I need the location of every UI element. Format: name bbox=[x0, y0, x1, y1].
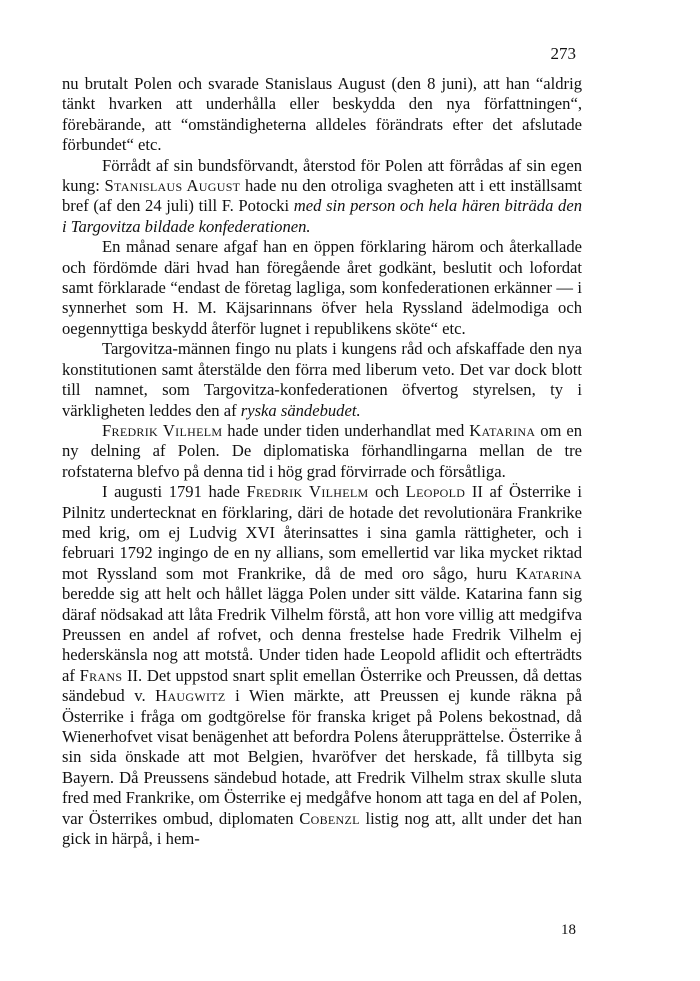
paragraph-2-text-b: hade nu den otroliga svagheten att i ett inställsamt bref (af den 24 juli) till F. Potocki bbox=[62, 176, 583, 216]
name-katarina: Katarina bbox=[469, 420, 536, 440]
paragraph-1 bbox=[62, 74, 582, 156]
paragraph-5-text-b: om en ny delning af Polen. De diplomatiska förhandlingarna mellan de tre rofstaterna blefvo på denna tid i hög grad förvirrade och försåtliga. bbox=[62, 420, 582, 481]
paragraph-2-text-a: Förrådt af sin bundsförvandt, återstod för Polen att förrådas af sin egen kung: bbox=[62, 155, 582, 196]
paragraph-5-text-a: hade under tiden underhandlat med bbox=[222, 420, 470, 440]
paragraph-3-text: En månad senare afgaf han en öppen förklaring härom och återkallade och fördömde däri hvad han föregående året godkänt, beslutit och lofordat samt förklarade “endast de företag lagliga, som konfederationen erkänner — i synnerhet som H. M. Käjsarinnans öfver hela Ryssland ädelmodiga och oegennyttiga beskydd återför lugnet i republikens sköte“ etc. bbox=[62, 237, 582, 338]
paragraph-4 bbox=[62, 339, 582, 421]
paragraph-3 bbox=[62, 237, 582, 339]
paragraph-5 bbox=[62, 421, 582, 482]
paragraph-4-text: Targovitza-männen fingo nu plats i kungens råd och afskaffade den nya konstitutionen samt återstälde den förra med liberum veto. Det var dock blott till namnet, som Targovitza-konfederationen öfvertog styrelsen, ty i värkligheten leddes den af bbox=[62, 339, 582, 420]
paragraph-6-text-c: II af Österrike i Pilnitz undertecknat en förklaring, däri de hotade det revolutionära Frankrike med krig, om ej Ludvig XVI återinsattes i sina gamla rättigheter, och i februari 1792 ingingo de en ny allians, som emellertid var lika mycket riktad mot Ryssland som mot Frankrike, då de med oro sågo, huru bbox=[62, 482, 582, 583]
paragraph-2-italic: med sin person och hela hären biträda den i Targovitza bildade konfederationen. bbox=[62, 196, 583, 236]
name-frans: Frans bbox=[79, 665, 123, 685]
name-haugwitz: Haugwitz bbox=[155, 686, 226, 706]
paragraph-6 bbox=[62, 482, 582, 849]
paragraph-6-text-a: I augusti 1791 hade bbox=[102, 482, 247, 502]
paragraph-6-text-b: och bbox=[368, 482, 406, 502]
name-fredrik-vilhelm: Fredrik Vilhelm bbox=[102, 420, 223, 440]
paragraph-4-italic: ryska sändebudet. bbox=[240, 400, 361, 420]
paragraph-1-text: nu brutalt Polen och svarade Stanislaus August (den 8 juni), att han “aldrig tänkt hvarken att underhålla eller beskydda den nya författningen“, förebärande, att “omständigheterna alldeles förändrats efter det afslutade förbundet“ etc. bbox=[62, 74, 582, 155]
signature-mark: 18 bbox=[561, 922, 576, 938]
body-text bbox=[62, 74, 582, 849]
name-katarina: Katarina bbox=[515, 563, 582, 583]
paragraph-6-text-f: i Wien märkte, att Preussen ej kunde räkna på Österrike i fråga om godtgörelse för franska kriget på Polens bekostnad, då Wienerhofvet visat benägenhet att befordra Polens återupprättelse. Österrike å sin sida önskade att mot Belgien, hvaröfver det herskade, få tillbyta sig Bayern. Då Preussens sändebud hotade, att Fredrik Vilhelm strax skulle sluta fred med Frankrike, om Österrike ej medgåfve honom att taga en del af Polen, var Österrikes ombud, diplomaten bbox=[62, 686, 582, 828]
name-cobenzl: Cobenzl bbox=[299, 808, 360, 828]
paragraph-6-text-d: beredde sig att helt och hållet lägga Polen under sitt välde. Katarina fann sig däraf nödsakad att låta Fredrik Vilhelm förstå, att hon vore villig att medgifva Preussen en andel af rofvet, och denna frestelse hade Fredrik Vilhelm ej hederskänsla nog att motstå. Under tiden hade Leopold aflidit och efterträdts af bbox=[62, 584, 582, 685]
paragraph-6-text-g: listig nog att, allt under det han gick in härpå, i hem- bbox=[62, 808, 582, 849]
paragraph-6-text-e: II. Det uppstod snart split emellan Österrike och Preussen, då dettas sändebud v. bbox=[62, 665, 582, 706]
name-leopold: Leopold bbox=[405, 482, 466, 502]
name-stanislaus-august: Stanislaus August bbox=[104, 176, 241, 196]
page-number: 273 bbox=[550, 44, 576, 63]
paragraph-2 bbox=[62, 156, 582, 238]
name-fredrik-vilhelm: Fredrik Vilhelm bbox=[246, 482, 369, 502]
